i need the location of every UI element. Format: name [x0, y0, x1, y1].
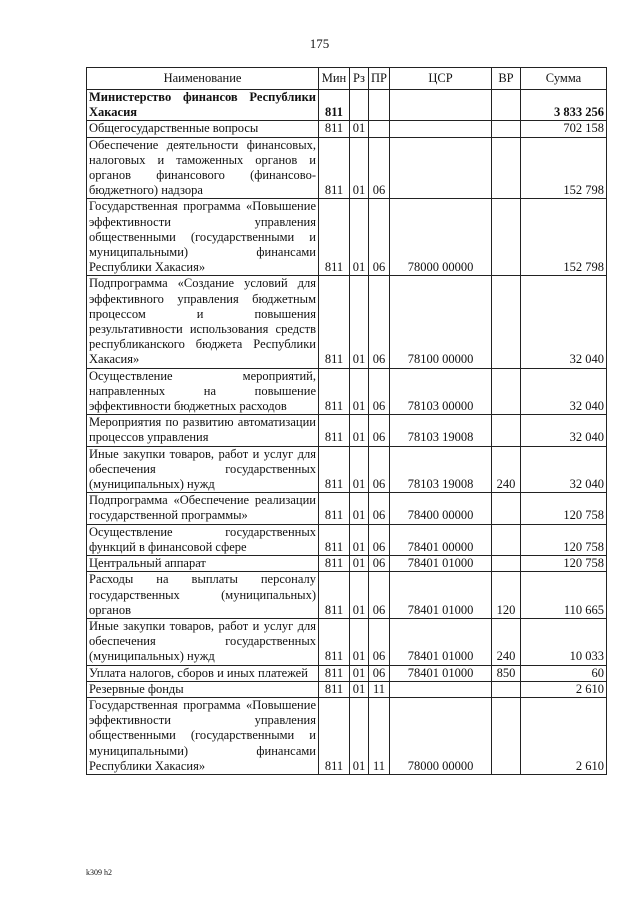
row-vr — [492, 199, 521, 276]
table-row — [87, 556, 607, 572]
row-sum: 152 798 — [521, 137, 607, 199]
row-sum: 32 040 — [521, 276, 607, 368]
row-name: Обеспечение деятельности финансовых, налоговых и таможенных органов и органов финансового (финансово-бюджетного) надзора — [87, 137, 319, 199]
row-name: Государственная программа «Повышение эффективности управления общественными (государственными и муниципальными) финансами Республики Хакасия» — [87, 697, 319, 774]
row-csr — [390, 137, 492, 199]
row-csr: 78401 01000 — [390, 618, 492, 665]
row-csr: 78401 01000 — [390, 572, 492, 619]
row-rz: 01 — [350, 681, 369, 697]
row-name: Осуществление мероприятий, направленных на повышение эффективности бюджетных расходов — [87, 368, 319, 415]
budget-table — [86, 67, 607, 775]
row-pr: 06 — [369, 276, 390, 368]
row-rz — [350, 90, 369, 121]
table-row — [87, 121, 607, 137]
row-pr — [369, 90, 390, 121]
row-sum: 2 610 — [521, 697, 607, 774]
row-sum: 110 665 — [521, 572, 607, 619]
row-name: Государственная программа «Повышение эффективности управления общественными (государственными и муниципальными) финансами Республики Хакасия» — [87, 199, 319, 276]
row-pr — [369, 121, 390, 137]
table-row — [87, 572, 607, 619]
row-csr — [390, 121, 492, 137]
row-vr — [492, 524, 521, 555]
row-rz: 01 — [350, 697, 369, 774]
row-pr: 11 — [369, 681, 390, 697]
row-rz: 01 — [350, 524, 369, 555]
row-sum: 32 040 — [521, 368, 607, 415]
row-pr: 06 — [369, 618, 390, 665]
table-row — [87, 368, 607, 415]
row-sum: 120 758 — [521, 556, 607, 572]
row-pr: 06 — [369, 368, 390, 415]
table-row — [87, 90, 607, 121]
table-header-row — [87, 68, 607, 90]
table-row — [87, 137, 607, 199]
header-vr: ВР — [492, 68, 521, 90]
row-name: Иные закупки товаров, работ и услуг для обеспечения государственных (муниципальных) нужд — [87, 446, 319, 493]
row-min: 811 — [319, 524, 350, 555]
row-pr: 06 — [369, 556, 390, 572]
row-csr: 78000 00000 — [390, 199, 492, 276]
row-csr — [390, 90, 492, 121]
row-name: Иные закупки товаров, работ и услуг для обеспечения государственных (муниципальных) нужд — [87, 618, 319, 665]
row-min: 811 — [319, 665, 350, 681]
header-rz: Рз — [350, 68, 369, 90]
row-pr: 06 — [369, 572, 390, 619]
row-pr: 06 — [369, 524, 390, 555]
row-vr — [492, 681, 521, 697]
row-sum: 120 758 — [521, 524, 607, 555]
header-name: Наименование — [87, 68, 319, 90]
row-min: 811 — [319, 618, 350, 665]
row-pr: 06 — [369, 137, 390, 199]
row-min: 811 — [319, 137, 350, 199]
row-csr: 78103 19008 — [390, 446, 492, 493]
row-rz: 01 — [350, 618, 369, 665]
row-vr — [492, 121, 521, 137]
table-row — [87, 618, 607, 665]
table-row — [87, 697, 607, 774]
table-row — [87, 524, 607, 555]
row-min: 811 — [319, 697, 350, 774]
row-csr: 78000 00000 — [390, 697, 492, 774]
row-pr: 11 — [369, 697, 390, 774]
row-name: Общегосударственные вопросы — [87, 121, 319, 137]
row-sum: 3 833 256 — [521, 90, 607, 121]
row-name: Подпрограмма «Обеспечение реализации государственной программы» — [87, 493, 319, 524]
row-rz: 01 — [350, 137, 369, 199]
row-vr — [492, 137, 521, 199]
row-name: Осуществление государственных функций в финансовой сфере — [87, 524, 319, 555]
table-row — [87, 276, 607, 368]
table-row — [87, 415, 607, 446]
header-pr: ПР — [369, 68, 390, 90]
row-vr — [492, 90, 521, 121]
row-vr — [492, 493, 521, 524]
row-pr: 06 — [369, 665, 390, 681]
row-rz: 01 — [350, 446, 369, 493]
header-sum: Сумма — [521, 68, 607, 90]
row-csr: 78400 00000 — [390, 493, 492, 524]
table-row — [87, 493, 607, 524]
row-csr: 78103 00000 — [390, 368, 492, 415]
row-sum: 10 033 — [521, 618, 607, 665]
row-vr: 240 — [492, 618, 521, 665]
row-name: Подпрограмма «Создание условий для эффективного управления бюджетным процессом и повышения результативности использования средств республиканского бюджета Республики Хакасия» — [87, 276, 319, 368]
row-rz: 01 — [350, 368, 369, 415]
row-vr: 240 — [492, 446, 521, 493]
row-sum: 60 — [521, 665, 607, 681]
row-pr: 06 — [369, 199, 390, 276]
row-name: Мероприятия по развитию автоматизации процессов управления — [87, 415, 319, 446]
row-min: 811 — [319, 90, 350, 121]
row-rz: 01 — [350, 572, 369, 619]
row-pr: 06 — [369, 446, 390, 493]
row-csr: 78100 00000 — [390, 276, 492, 368]
row-rz: 01 — [350, 121, 369, 137]
row-min: 811 — [319, 199, 350, 276]
row-min: 811 — [319, 121, 350, 137]
row-name: Центральный аппарат — [87, 556, 319, 572]
header-csr: ЦСР — [390, 68, 492, 90]
row-pr: 06 — [369, 493, 390, 524]
row-pr: 06 — [369, 415, 390, 446]
row-name: Министерство финансов Республики Хакасия — [87, 90, 319, 121]
row-min: 811 — [319, 681, 350, 697]
row-sum: 702 158 — [521, 121, 607, 137]
row-rz: 01 — [350, 276, 369, 368]
row-vr: 120 — [492, 572, 521, 619]
row-csr: 78103 19008 — [390, 415, 492, 446]
row-min: 811 — [319, 556, 350, 572]
row-sum: 152 798 — [521, 199, 607, 276]
row-vr: 850 — [492, 665, 521, 681]
header-min: Мин — [319, 68, 350, 90]
row-min: 811 — [319, 572, 350, 619]
row-name: Уплата налогов, сборов и иных платежей — [87, 665, 319, 681]
footer-code: k309 h2 — [86, 868, 112, 877]
table-row — [87, 199, 607, 276]
row-vr — [492, 556, 521, 572]
row-rz: 01 — [350, 199, 369, 276]
row-min: 811 — [319, 446, 350, 493]
table-row — [87, 681, 607, 697]
table-body — [87, 90, 607, 775]
row-rz: 01 — [350, 556, 369, 572]
row-name: Резервные фонды — [87, 681, 319, 697]
page-number: 175 — [309, 36, 330, 51]
row-csr: 78401 01000 — [390, 556, 492, 572]
row-vr — [492, 415, 521, 446]
row-vr — [492, 697, 521, 774]
row-csr: 78401 01000 — [390, 665, 492, 681]
row-name: Расходы на выплаты персоналу государственных (муниципальных) органов — [87, 572, 319, 619]
table-row — [87, 446, 607, 493]
row-vr — [492, 368, 521, 415]
row-rz: 01 — [350, 415, 369, 446]
row-vr — [492, 276, 521, 368]
row-min: 811 — [319, 276, 350, 368]
row-csr — [390, 681, 492, 697]
row-min: 811 — [319, 368, 350, 415]
row-csr: 78401 00000 — [390, 524, 492, 555]
row-sum: 120 758 — [521, 493, 607, 524]
row-sum: 2 610 — [521, 681, 607, 697]
row-rz: 01 — [350, 665, 369, 681]
row-rz: 01 — [350, 493, 369, 524]
row-min: 811 — [319, 493, 350, 524]
table-row — [87, 665, 607, 681]
row-sum: 32 040 — [521, 446, 607, 493]
row-min: 811 — [319, 415, 350, 446]
row-sum: 32 040 — [521, 415, 607, 446]
